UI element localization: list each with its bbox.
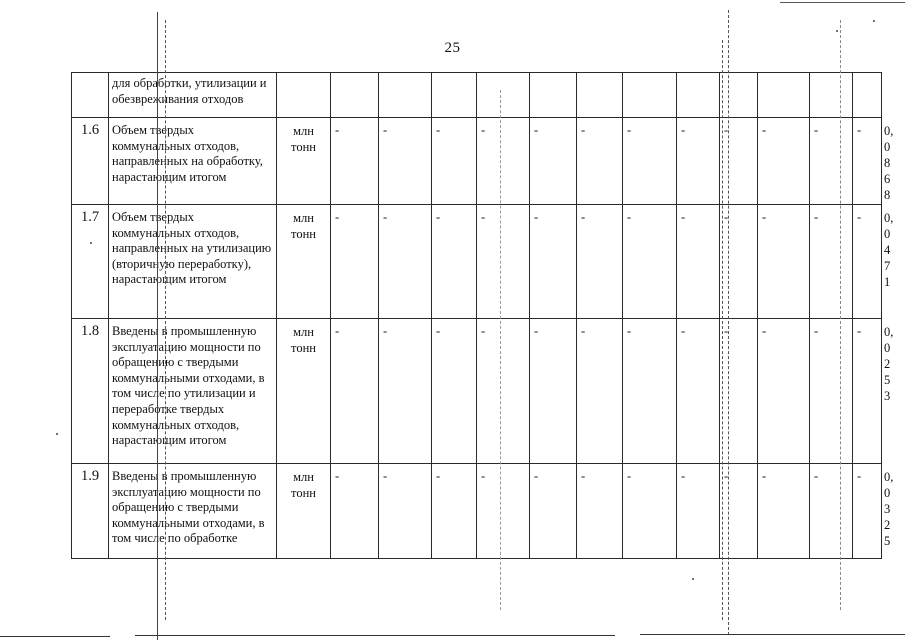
year-value-cell: [810, 73, 853, 118]
row-number: 1.9: [72, 464, 109, 559]
unit-cell: [277, 73, 331, 118]
year-value-cell: -: [379, 319, 432, 464]
year-value-cell: [331, 73, 379, 118]
year-value-cell: -: [677, 464, 720, 559]
year-value-cell: -: [810, 118, 853, 205]
year-value-cell: -: [379, 205, 432, 319]
year-value-cell: -: [379, 464, 432, 559]
scan-artifact-line: [728, 10, 729, 635]
year-value-cell: -: [331, 464, 379, 559]
year-value-cell: [432, 73, 477, 118]
year-value-cell: [623, 73, 677, 118]
year-value-cell: -: [623, 319, 677, 464]
scan-speck: [836, 30, 838, 32]
year-value-cell: -: [758, 205, 810, 319]
scan-speck: [56, 433, 58, 435]
year-value-cell: -: [623, 205, 677, 319]
scan-artifact-line: [165, 20, 166, 620]
table-row: 1.9 Введены в промышленную эксплуатацию мощности по обращению с твердыми коммунальными отходами, в том числе по обработке млн тонн - - - - - - - - - - - - 0,0 325: [72, 464, 882, 559]
scan-artifact-edge: [135, 635, 615, 636]
year-value-cell: -: [720, 464, 758, 559]
year-value-cell: -: [677, 118, 720, 205]
year-value-cell: -: [432, 205, 477, 319]
unit-cell: [277, 205, 331, 319]
row-number: 1.7: [72, 205, 109, 319]
year-value-cell: -: [853, 205, 882, 319]
year-value-cell: -: [810, 319, 853, 464]
year-value-cell: -: [477, 464, 530, 559]
year-value-cell: -: [720, 319, 758, 464]
year-value-cell: -: [477, 205, 530, 319]
indicator-description: Объем твердых коммунальных отходов, направленных на утилизацию (вторичную переработку), нарастающим итогом: [109, 205, 277, 319]
indicator-description: для обработки, утилизации и обезвреживания отходов: [109, 73, 277, 118]
page-number: 25: [444, 40, 461, 56]
scan-artifact-line: [157, 12, 158, 640]
year-value-cell: -: [677, 205, 720, 319]
year-value-cell: -: [623, 464, 677, 559]
year-value-cell: -: [477, 319, 530, 464]
scan-artifact-line: [840, 20, 841, 610]
unit-text: тонн: [291, 486, 316, 500]
year-value-cell: -: [577, 205, 623, 319]
year-value-cell: -: [810, 205, 853, 319]
indicator-description: Введены в промышленную эксплуатацию мощности по обращению с твердыми коммунальными отходами, в том числе по утилизации и переработке твердых коммунальных отходов, нарастающим итогом: [109, 319, 277, 464]
year-value-cell: -: [331, 205, 379, 319]
year-value-cell: -: [758, 319, 810, 464]
year-value-cell: -: [432, 464, 477, 559]
unit-cell: [277, 118, 331, 205]
year-value-cell: -: [331, 319, 379, 464]
row-number: 1.8: [72, 319, 109, 464]
year-value-cell: -: [758, 118, 810, 205]
unit-text: млн: [293, 470, 314, 484]
year-value-cell: -: [432, 319, 477, 464]
year-value-cell: -: [720, 205, 758, 319]
year-value-cell: -: [379, 118, 432, 205]
unit-text: млн: [293, 325, 314, 339]
unit-cell: [277, 464, 331, 559]
year-value-cell: -: [530, 205, 577, 319]
scan-artifact-edge: [780, 2, 905, 3]
scan-speck: [90, 242, 92, 244]
unit-text: тонн: [291, 341, 316, 355]
year-value-cell: -: [623, 118, 677, 205]
unit-text: тонн: [291, 227, 316, 241]
year-value-cell: -: [577, 118, 623, 205]
year-value-cell: -: [530, 118, 577, 205]
year-value-cell: [477, 73, 530, 118]
unit-text: млн: [293, 124, 314, 138]
scan-speck: [873, 20, 875, 22]
year-value-cell: -: [432, 118, 477, 205]
row-number: [72, 73, 109, 118]
year-value-cell: -: [577, 464, 623, 559]
year-value-cell: [853, 73, 882, 118]
table-row: [72, 73, 882, 118]
year-value-cell: -: [530, 464, 577, 559]
table-row: 1.8 Введены в промышленную эксплуатацию мощности по обращению с твердыми коммунальными отходами, в том числе по утилизации и переработке твердых коммунальных отходов, нарастающим итогом млн тонн - - - - - - - - - - - - 0,0 253: [72, 319, 882, 464]
year-value-cell: -: [758, 464, 810, 559]
year-value-cell: -: [677, 319, 720, 464]
year-value-cell: [379, 73, 432, 118]
indicators-table: [71, 72, 894, 559]
year-value-cell: -: [810, 464, 853, 559]
scan-artifact-edge: [640, 634, 905, 635]
table-row: 1.7 Объем твердых коммунальных отходов, направленных на утилизацию (вторичную переработку), нарастающим итогом млн тонн - - - - - - - - - - - - 0,0 471: [72, 205, 882, 319]
row-number: 1.6: [72, 118, 109, 205]
unit-text: млн: [293, 211, 314, 225]
scan-artifact-line: [722, 40, 723, 620]
indicator-description: Введены в промышленную эксплуатацию мощности по обращению с твердыми коммунальными отходами, в том числе по обработке: [109, 464, 277, 559]
year-value-cell: [758, 73, 810, 118]
year-value-cell: -: [853, 319, 882, 464]
year-value-cell: -: [577, 319, 623, 464]
unit-cell: [277, 319, 331, 464]
year-value-cell: -: [853, 118, 882, 205]
unit-text: тонн: [291, 140, 316, 154]
year-value-cell: -: [853, 464, 882, 559]
year-value-cell: -: [530, 319, 577, 464]
year-value-cell: [577, 73, 623, 118]
scan-speck: [692, 578, 694, 580]
indicator-description: Объем твердых коммунальных отходов, направленных на обработку, нарастающим итогом: [109, 118, 277, 205]
year-value-cell: -: [477, 118, 530, 205]
year-value-cell: [677, 73, 720, 118]
year-value-cell: [530, 73, 577, 118]
scan-artifact-line: [500, 90, 501, 610]
year-value-cell: -: [331, 118, 379, 205]
year-value-cell: -: [720, 118, 758, 205]
year-value-cell: [720, 73, 758, 118]
scan-artifact-edge: [0, 636, 110, 637]
table-row: 1.6 Объем твердых коммунальных отходов, направленных на обработку, нарастающим итогом млн тонн - - - - - - - - - - - - 0,0 868: [72, 118, 882, 205]
